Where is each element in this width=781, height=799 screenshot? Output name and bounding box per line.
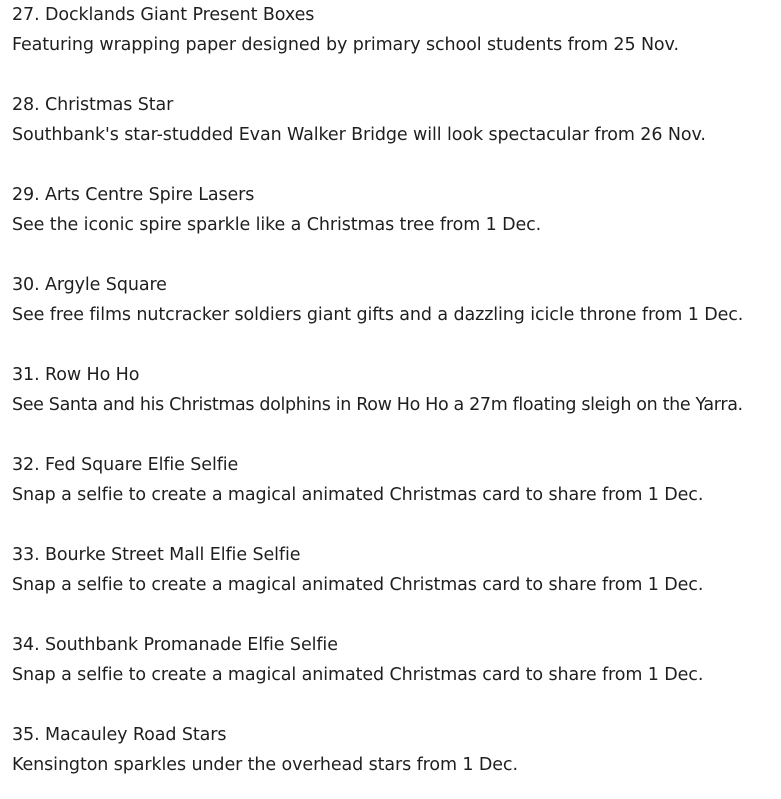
item-description: Snap a selfie to create a magical animated Christmas card to share from 1 Dec. <box>12 485 704 505</box>
item-description: Kensington sparkles under the overhead stars from 1 Dec. <box>12 755 518 775</box>
item-description: Southbank's star-studded Evan Walker Bridge will look spectacular from 26 Nov. <box>12 125 706 145</box>
item-title: 28. Christmas Star <box>12 95 174 115</box>
list-item <box>12 360 777 420</box>
list-item <box>12 630 777 690</box>
item-title: 34. Southbank Promanade Elfie Selfie <box>12 635 338 655</box>
list-item <box>12 180 777 240</box>
list-item <box>12 0 777 60</box>
item-description: Featuring wrapping paper designed by primary school students from 25 Nov. <box>12 35 679 55</box>
item-description: Snap a selfie to create a magical animated Christmas card to share from 1 Dec. <box>12 575 704 595</box>
list-item <box>12 720 777 780</box>
list-item <box>12 540 777 600</box>
item-description: Snap a selfie to create a magical animated Christmas card to share from 1 Dec. <box>12 665 704 685</box>
list-item <box>12 90 777 150</box>
item-title: 27. Docklands Giant Present Boxes <box>12 5 315 25</box>
item-description: See the iconic spire sparkle like a Christmas tree from 1 Dec. <box>12 215 542 235</box>
item-title: 33. Bourke Street Mall Elfie Selfie <box>12 545 301 565</box>
item-description: See Santa and his Christmas dolphins in Row Ho Ho a 27m floating sleigh on the Yarra. <box>12 395 743 415</box>
list-item <box>12 270 777 330</box>
item-title: 35. Macauley Road Stars <box>12 725 227 745</box>
list-item <box>12 450 777 510</box>
item-title: 31. Row Ho Ho <box>12 365 140 385</box>
item-description: See free films nutcracker soldiers giant gifts and a dazzling icicle throne from 1 Dec. <box>12 305 744 325</box>
item-title: 32. Fed Square Elfie Selfie <box>12 455 239 475</box>
item-title: 29. Arts Centre Spire Lasers <box>12 185 255 205</box>
item-title: 30. Argyle Square <box>12 275 167 295</box>
